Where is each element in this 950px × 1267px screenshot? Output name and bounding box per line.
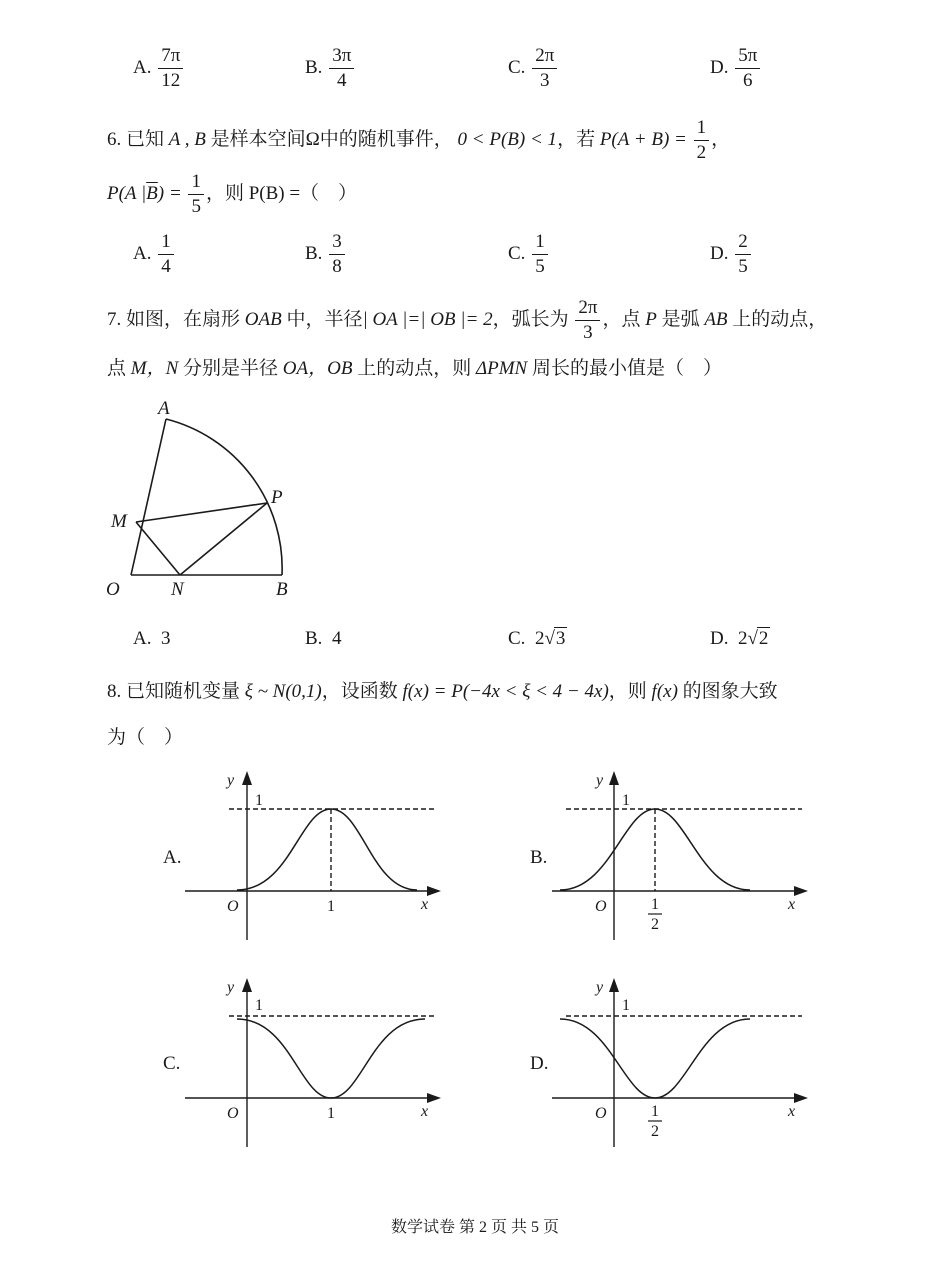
asymptote-label: 1 [622, 997, 630, 1014]
option-fraction [329, 46, 354, 91]
q6-option-a [133, 232, 176, 277]
q7-text: ，点 [602, 308, 641, 330]
q7-text: 点 [107, 358, 127, 379]
q7-text: 上的动点， [732, 308, 828, 330]
tick-label: 1 [327, 898, 335, 915]
q6-line2 [107, 172, 357, 217]
fraction-num: 2 [735, 232, 751, 255]
option-value: 4 [331, 628, 342, 649]
x-arrow-icon [427, 1093, 441, 1103]
q7-option-d [710, 627, 770, 651]
q5-option-d [710, 46, 762, 91]
q7-text: 如图，在扇形 [126, 308, 241, 330]
option-radicand: 3 [555, 628, 566, 649]
x-arrow-icon [794, 886, 808, 896]
x-label: x [788, 1103, 796, 1120]
label-a: A [158, 398, 170, 419]
y-arrow-icon [242, 978, 252, 992]
fraction-den: 2 [696, 142, 707, 163]
q6-fraction [188, 172, 204, 217]
option-label: A. [133, 628, 152, 649]
tick-label-num: 1 [651, 1103, 659, 1120]
segment-mn [136, 522, 180, 575]
option-label: B. [305, 628, 323, 649]
origin-label: O [227, 1105, 239, 1122]
fraction-den: 5 [191, 196, 201, 217]
sqrt-sign: √ [544, 628, 555, 649]
option-fraction [329, 232, 345, 277]
q8-text: ，则 [608, 681, 647, 702]
label-p: P [271, 487, 283, 508]
q7-points: M，N [130, 358, 179, 379]
x-label: x [421, 1103, 429, 1120]
label-m: M [111, 511, 127, 532]
fraction-num: 1 [694, 118, 710, 141]
q6-text: ， [711, 128, 731, 150]
q6-fraction [694, 118, 710, 163]
y-label: y [596, 979, 604, 996]
fraction-num: 2π [532, 46, 557, 69]
y-label: y [227, 772, 235, 789]
q7-point: P [645, 308, 657, 330]
tick-label-num: 1 [651, 896, 659, 913]
graph-d-label: D. [530, 1053, 549, 1074]
q7-option-a [133, 627, 170, 651]
fraction-den: 4 [161, 256, 171, 277]
question-number: 8. [107, 681, 122, 702]
question-number: 6. [107, 128, 122, 150]
question-number: 7. [107, 308, 122, 330]
fraction-den: 4 [336, 70, 347, 91]
q7-text: 上的动点，则 [357, 358, 472, 379]
option-label: D. [710, 242, 729, 264]
q7-fraction [575, 298, 600, 343]
origin-label: O [595, 1105, 607, 1122]
graph-b [552, 765, 812, 945]
q7-option-c [508, 627, 567, 651]
y-arrow-icon [242, 771, 252, 785]
option-label: B. [305, 242, 323, 264]
fraction-den: 3 [539, 70, 550, 91]
option-label: B. [305, 56, 323, 78]
label-o: O [106, 579, 120, 600]
fraction-num: 3π [329, 46, 354, 69]
q7-text: 周长的最小值是（ ） [531, 358, 722, 379]
origin-label: O [595, 898, 607, 915]
q6-option-d [710, 232, 753, 277]
fraction-num: 1 [532, 232, 548, 255]
curve [237, 1019, 425, 1098]
q6-condition: P(A + B) = [599, 128, 687, 150]
option-label: D. [710, 56, 729, 78]
tick-label-den: 2 [651, 1123, 659, 1140]
q7-radius: | OA |=| OB |= 2 [362, 308, 493, 330]
q6-text: ，若 [557, 128, 596, 150]
q6-condition: 0 < P(B) < 1 [457, 128, 558, 150]
option-value: 3 [160, 628, 171, 649]
option-coef: 2 [534, 628, 545, 649]
option-fraction [735, 232, 751, 277]
option-label: D. [710, 628, 729, 649]
fraction-num: 1 [188, 172, 204, 195]
q8-line2: 为（ ） [107, 727, 184, 748]
q8-function: f(x) = P(−4x < ξ < 4 − 4x) [402, 681, 609, 702]
q7-text: 是弧 [661, 308, 700, 330]
asymptote-label: 1 [255, 792, 263, 809]
q5-option-b [305, 46, 356, 91]
label-n: N [171, 579, 184, 600]
graph-b-label: B. [530, 847, 548, 868]
asymptote-label: 1 [622, 792, 630, 809]
q7-text: 中，半径 [286, 308, 363, 330]
y-arrow-icon [609, 978, 619, 992]
y-label: y [596, 772, 604, 789]
q7-radii: OA，OB [282, 358, 353, 379]
q6-line1 [107, 118, 730, 163]
option-coef: 2 [737, 628, 748, 649]
q7-line2 [107, 357, 722, 381]
q6-text: 已知 [126, 128, 165, 150]
q6-events: A , B [168, 128, 206, 150]
q7-option-b [305, 627, 341, 651]
option-fraction [735, 46, 760, 91]
q8-fx: f(x) [651, 681, 678, 702]
q5-option-a [133, 46, 185, 91]
q6-omega: Ω [305, 128, 320, 150]
option-label: C. [508, 242, 526, 264]
q6-condition: ) = [157, 182, 182, 204]
x-label: x [421, 896, 429, 913]
fraction-num: 7π [158, 46, 183, 69]
page-footer: 数学试卷 第 2 页 共 5 页 [390, 1219, 559, 1236]
tick-label: 1 [327, 1105, 335, 1122]
q7-text: ，弧长为 [492, 308, 569, 330]
fraction-num: 5π [735, 46, 760, 69]
fraction-den: 12 [161, 70, 181, 91]
sqrt-sign: √ [747, 628, 758, 649]
q6-complement: $\overline{B}$ [146, 182, 158, 204]
asymptote-label: 1 [255, 997, 263, 1014]
option-label: C. [508, 56, 526, 78]
origin-label: O [227, 898, 239, 915]
q6-text: 中的随机事件， [319, 128, 453, 150]
graph-a [185, 765, 445, 945]
q6-option-c [508, 232, 550, 277]
y-label: y [227, 979, 235, 996]
curve [560, 1019, 750, 1098]
q6-option-b [305, 232, 347, 277]
q6-ask: ，则 P(B) =（ ） [205, 182, 358, 204]
q7-line1 [107, 298, 827, 343]
fraction-num: 2π [575, 298, 600, 321]
q7-text: 分别是半径 [183, 358, 279, 379]
q7-triangle: ΔPMN [475, 358, 528, 379]
q8-line1 [107, 680, 778, 704]
q8-text: ，设函数 [321, 681, 398, 702]
q8-distribution: ξ ~ N(0,1) [244, 681, 322, 702]
x-arrow-icon [794, 1093, 808, 1103]
q7-sector-figure [95, 390, 315, 610]
option-fraction [532, 46, 557, 91]
label-b: B [276, 579, 288, 600]
option-label: C. [508, 628, 526, 649]
graph-c [185, 972, 445, 1152]
fraction-den: 5 [738, 256, 748, 277]
option-label: A. [133, 242, 152, 264]
fraction-den: 6 [743, 70, 753, 91]
tick-label-den: 2 [651, 916, 659, 933]
option-radicand: 2 [758, 628, 769, 649]
q6-text: 是样本空间 [210, 128, 306, 150]
fraction-num: 3 [329, 232, 345, 255]
option-fraction [532, 232, 548, 277]
arc-ab [166, 419, 282, 575]
option-fraction [158, 46, 183, 91]
q6-condition: P(A | [107, 182, 147, 204]
fraction-num: 1 [158, 232, 174, 255]
x-label: x [788, 896, 796, 913]
curve [237, 809, 417, 890]
q5-option-c [508, 46, 559, 91]
graph-c-label: C. [163, 1053, 181, 1074]
x-arrow-icon [427, 886, 441, 896]
fraction-den: 8 [332, 256, 342, 277]
fraction-den: 3 [583, 322, 593, 343]
y-arrow-icon [609, 771, 619, 785]
q7-arc: AB [704, 308, 728, 330]
graph-d [552, 972, 812, 1152]
q7-sector: OAB [244, 308, 282, 330]
graph-a-label: A. [163, 847, 182, 868]
option-fraction [158, 232, 174, 277]
fraction-den: 5 [535, 256, 545, 277]
q8-text: 的图象大致 [682, 681, 778, 702]
q8-text: 已知随机变量 [126, 681, 241, 702]
option-label: A. [133, 56, 152, 78]
